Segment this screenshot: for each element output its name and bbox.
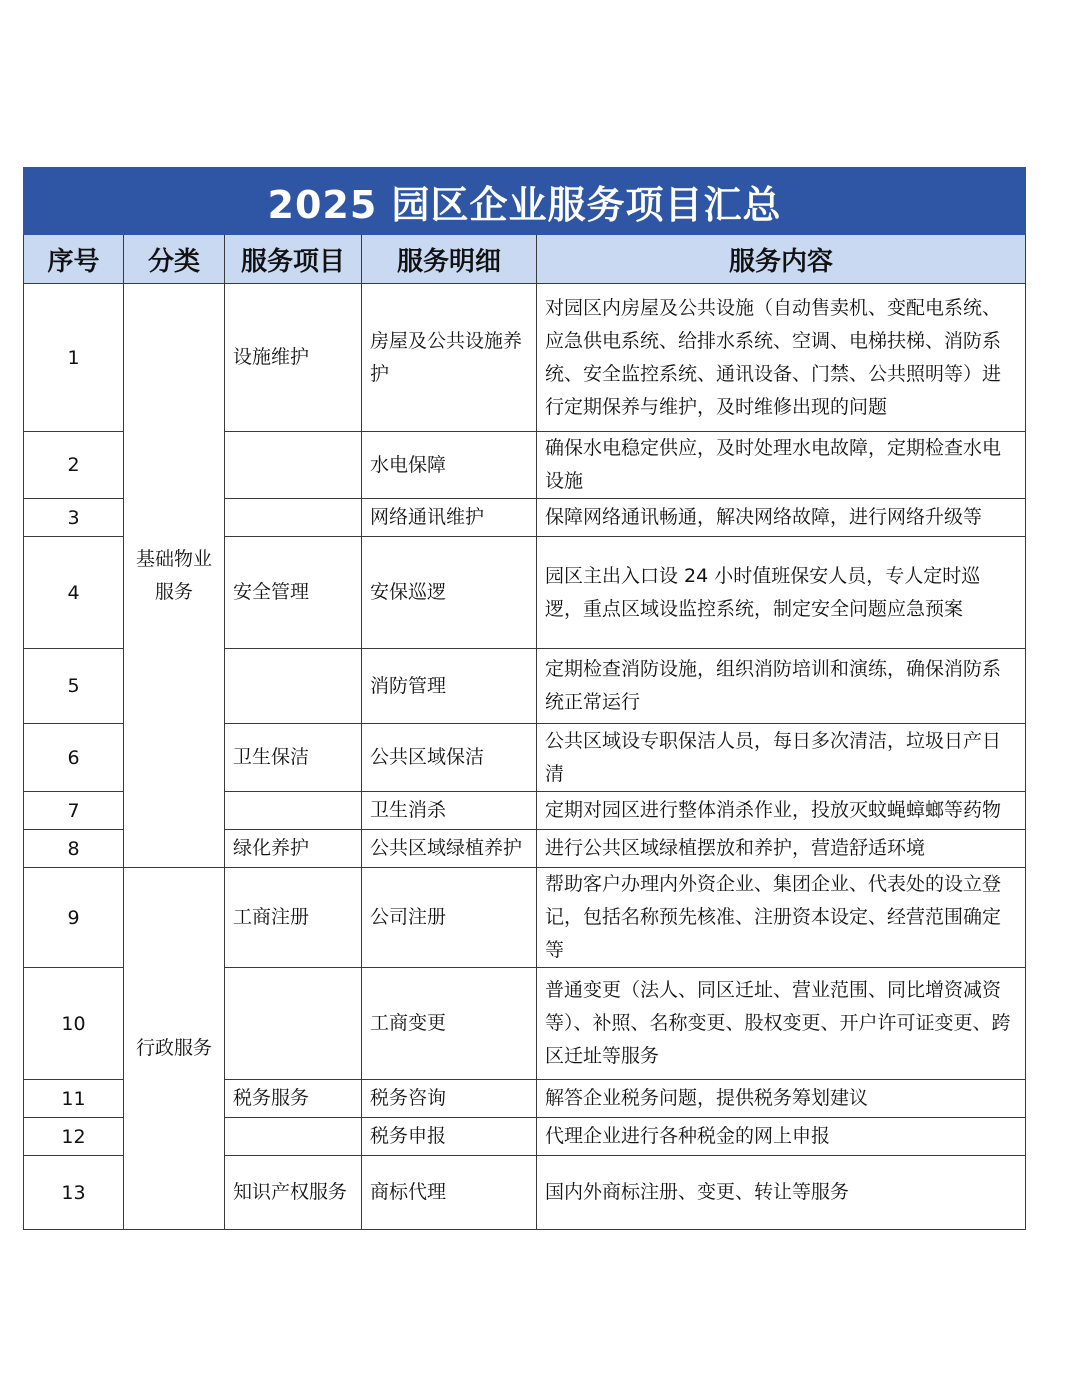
header-category: 分类 (124, 235, 225, 284)
service-item: 安全管理 (225, 537, 362, 649)
row-number: 8 (24, 830, 124, 868)
category-label: 行政服务 (135, 1037, 212, 1059)
service-detail: 工商变更 (362, 968, 537, 1080)
service-item (225, 968, 362, 1080)
service-item (225, 649, 362, 724)
category-label: 基础物业服务 (135, 547, 212, 603)
service-content: 对园区内房屋及公共设施（自动售卖机、变配电系统、应急供电系统、给排水系统、空调、电梯扶梯、消防系统、安全监控系统、通讯设备、门禁、公共照明等）进行定期保养与维护，及时维修出现的问题 (537, 284, 1026, 432)
row-number: 2 (24, 432, 124, 499)
service-content: 确保水电稳定供应，及时处理水电故障，定期检查水电设施 (537, 432, 1026, 499)
service-content: 进行公共区域绿植摆放和养护，营造舒适环境 (537, 830, 1026, 868)
row-number: 11 (24, 1080, 124, 1118)
service-content: 国内外商标注册、变更、转让等服务 (537, 1156, 1026, 1230)
service-content: 定期对园区进行整体消杀作业，投放灭蚊蝇蟑螂等药物 (537, 792, 1026, 830)
service-content: 园区主出入口设 24 小时值班保安人员，专人定时巡逻，重点区域设监控系统，制定安全问题应急预案 (537, 537, 1026, 649)
row-number: 9 (24, 868, 124, 968)
service-detail: 税务咨询 (362, 1080, 537, 1118)
header-item: 服务项目 (225, 235, 362, 284)
service-detail: 房屋及公共设施养护 (362, 284, 537, 432)
service-detail: 水电保障 (362, 432, 537, 499)
service-item: 税务服务 (225, 1080, 362, 1118)
service-content: 普通变更（法人、同区迁址、营业范围、同比增资减资等）、补照、名称变更、股权变更、开户许可证变更、跨区迁址等服务 (537, 968, 1026, 1080)
service-content: 帮助客户办理内外资企业、集团企业、代表处的设立登记，包括名称预先核准、注册资本设定、经营范围确定等 (537, 868, 1026, 968)
header-content: 服务内容 (537, 235, 1026, 284)
row-number: 7 (24, 792, 124, 830)
service-content: 代理企业进行各种税金的网上申报 (537, 1118, 1026, 1156)
service-item (225, 499, 362, 537)
service-detail: 消防管理 (362, 649, 537, 724)
service-detail: 安保巡逻 (362, 537, 537, 649)
category-basic-property (124, 284, 225, 868)
row-number: 4 (24, 537, 124, 649)
service-detail: 公共区域保洁 (362, 724, 537, 792)
service-item: 绿化养护 (225, 830, 362, 868)
row-number: 3 (24, 499, 124, 537)
service-content: 定期检查消防设施，组织消防培训和演练，确保消防系统正常运行 (537, 649, 1026, 724)
service-detail: 商标代理 (362, 1156, 537, 1230)
service-content: 公共区域设专职保洁人员，每日多次清洁，垃圾日产日清 (537, 724, 1026, 792)
service-item: 设施维护 (225, 284, 362, 432)
summary-sheet (23, 167, 1025, 1230)
header-detail: 服务明细 (362, 235, 537, 284)
row-number: 5 (24, 649, 124, 724)
service-detail: 税务申报 (362, 1118, 537, 1156)
service-table (23, 167, 1026, 1230)
header-no: 序号 (24, 235, 124, 284)
service-detail: 公司注册 (362, 868, 537, 968)
table-row (24, 284, 1026, 432)
service-item (225, 1118, 362, 1156)
row-number: 13 (24, 1156, 124, 1230)
service-item: 工商注册 (225, 868, 362, 968)
row-number: 6 (24, 724, 124, 792)
service-item (225, 792, 362, 830)
service-content: 解答企业税务问题，提供税务筹划建议 (537, 1080, 1026, 1118)
category-admin (124, 868, 225, 1230)
service-item: 知识产权服务 (225, 1156, 362, 1230)
row-number: 12 (24, 1118, 124, 1156)
table-title: 2025 园区企业服务项目汇总 (24, 168, 1026, 235)
row-number: 10 (24, 968, 124, 1080)
table-row (24, 868, 1026, 968)
service-detail: 公共区域绿植养护 (362, 830, 537, 868)
header-row (24, 235, 1026, 284)
service-item (225, 432, 362, 499)
service-detail: 网络通讯维护 (362, 499, 537, 537)
service-content: 保障网络通讯畅通，解决网络故障，进行网络升级等 (537, 499, 1026, 537)
service-detail: 卫生消杀 (362, 792, 537, 830)
service-item: 卫生保洁 (225, 724, 362, 792)
row-number: 1 (24, 284, 124, 432)
